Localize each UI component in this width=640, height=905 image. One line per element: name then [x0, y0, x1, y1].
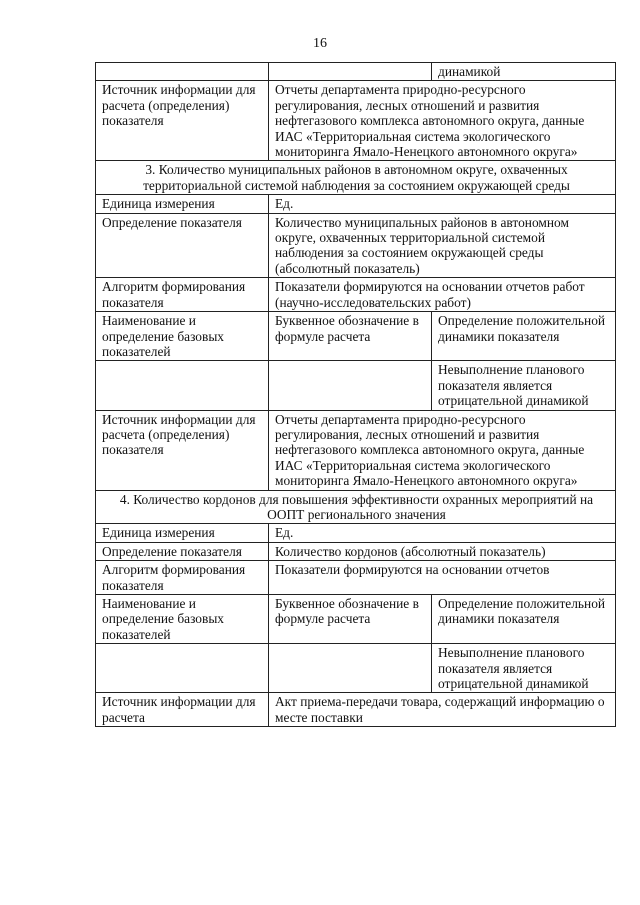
source-value: Отчеты департамента природно-ресурсного регулирования, лесных отношений и развития нефтегазового комплекса автономного округа, данные ИАС «Территориальная система экологического мониторинга Ямало-Ненецкого автономного округа»	[269, 410, 616, 490]
positive-dynamics-label: Определение положительной динамики показателя	[432, 312, 616, 361]
definition-label: Определение показателя	[96, 213, 269, 278]
table-row	[96, 63, 616, 81]
table-row	[96, 542, 616, 560]
unit-label: Единица измерения	[96, 195, 269, 213]
algorithm-label: Алгоритм формирования показателя	[96, 278, 269, 312]
table-row	[96, 524, 616, 542]
section-header-row	[96, 161, 616, 195]
empty-cell	[269, 644, 432, 693]
empty-cell	[96, 63, 269, 81]
table-row	[96, 361, 616, 410]
table-row	[96, 278, 616, 312]
empty-cell	[269, 361, 432, 410]
algorithm-value: Показатели формируются на основании отчетов	[269, 561, 616, 595]
algorithm-label: Алгоритм формирования показателя	[96, 561, 269, 595]
letter-designation-label: Буквенное обозначение в формуле расчета	[269, 595, 432, 644]
table-row	[96, 644, 616, 693]
table-row	[96, 561, 616, 595]
continuation-cell: динамикой	[432, 63, 616, 81]
page-number: 16	[313, 36, 327, 51]
table-row	[96, 410, 616, 490]
definition-value: Количество кордонов (абсолютный показатель)	[269, 542, 616, 560]
base-indicators-label: Наименование и определение базовых показателей	[96, 595, 269, 644]
indicator-table	[95, 62, 616, 727]
source-value: Отчеты департамента природно-ресурсного регулирования, лесных отношений и развития нефтегазового комплекса автономного округа, данные ИАС «Территориальная система экологического мониторинга Ямало-Ненецкого автономного округа»	[269, 81, 616, 161]
table-row	[96, 81, 616, 161]
definition-label: Определение показателя	[96, 542, 269, 560]
negative-dynamics-label: Невыполнение планового показателя является отрицательной динамикой	[432, 644, 616, 693]
section-title: 3. Количество муниципальных районов в автономном округе, охваченных территориальной системой наблюдения за состоянием окружающей среды	[96, 161, 616, 195]
empty-cell	[96, 644, 269, 693]
empty-cell	[269, 63, 432, 81]
source-label: Источник информации для расчета	[96, 693, 269, 727]
source-label: Источник информации для расчета (определения) показателя	[96, 410, 269, 490]
letter-designation-label: Буквенное обозначение в формуле расчета	[269, 312, 432, 361]
unit-value: Ед.	[269, 524, 616, 542]
source-value: Акт приема-передачи товара, содержащий информацию о месте поставки	[269, 693, 616, 727]
positive-dynamics-label: Определение положительной динамики показателя	[432, 595, 616, 644]
base-indicators-label: Наименование и определение базовых показателей	[96, 312, 269, 361]
source-label: Источник информации для расчета (определения) показателя	[96, 81, 269, 161]
table-row	[96, 195, 616, 213]
definition-value: Количество муниципальных районов в автономном округе, охваченных территориальной системой наблюдения за состоянием окружающей среды (абсолютный показатель)	[269, 213, 616, 278]
empty-cell	[96, 361, 269, 410]
unit-label: Единица измерения	[96, 524, 269, 542]
section-title: 4. Количество кордонов для повышения эффективности охранных мероприятий на ООПТ регионального значения	[96, 490, 616, 524]
negative-dynamics-label: Невыполнение планового показателя является отрицательной динамикой	[432, 361, 616, 410]
table-row	[96, 693, 616, 727]
algorithm-value: Показатели формируются на основании отчетов работ (научно-исследовательских работ)	[269, 278, 616, 312]
section-header-row	[96, 490, 616, 524]
table-row	[96, 213, 616, 278]
table-row	[96, 312, 616, 361]
unit-value: Ед.	[269, 195, 616, 213]
table-row	[96, 595, 616, 644]
